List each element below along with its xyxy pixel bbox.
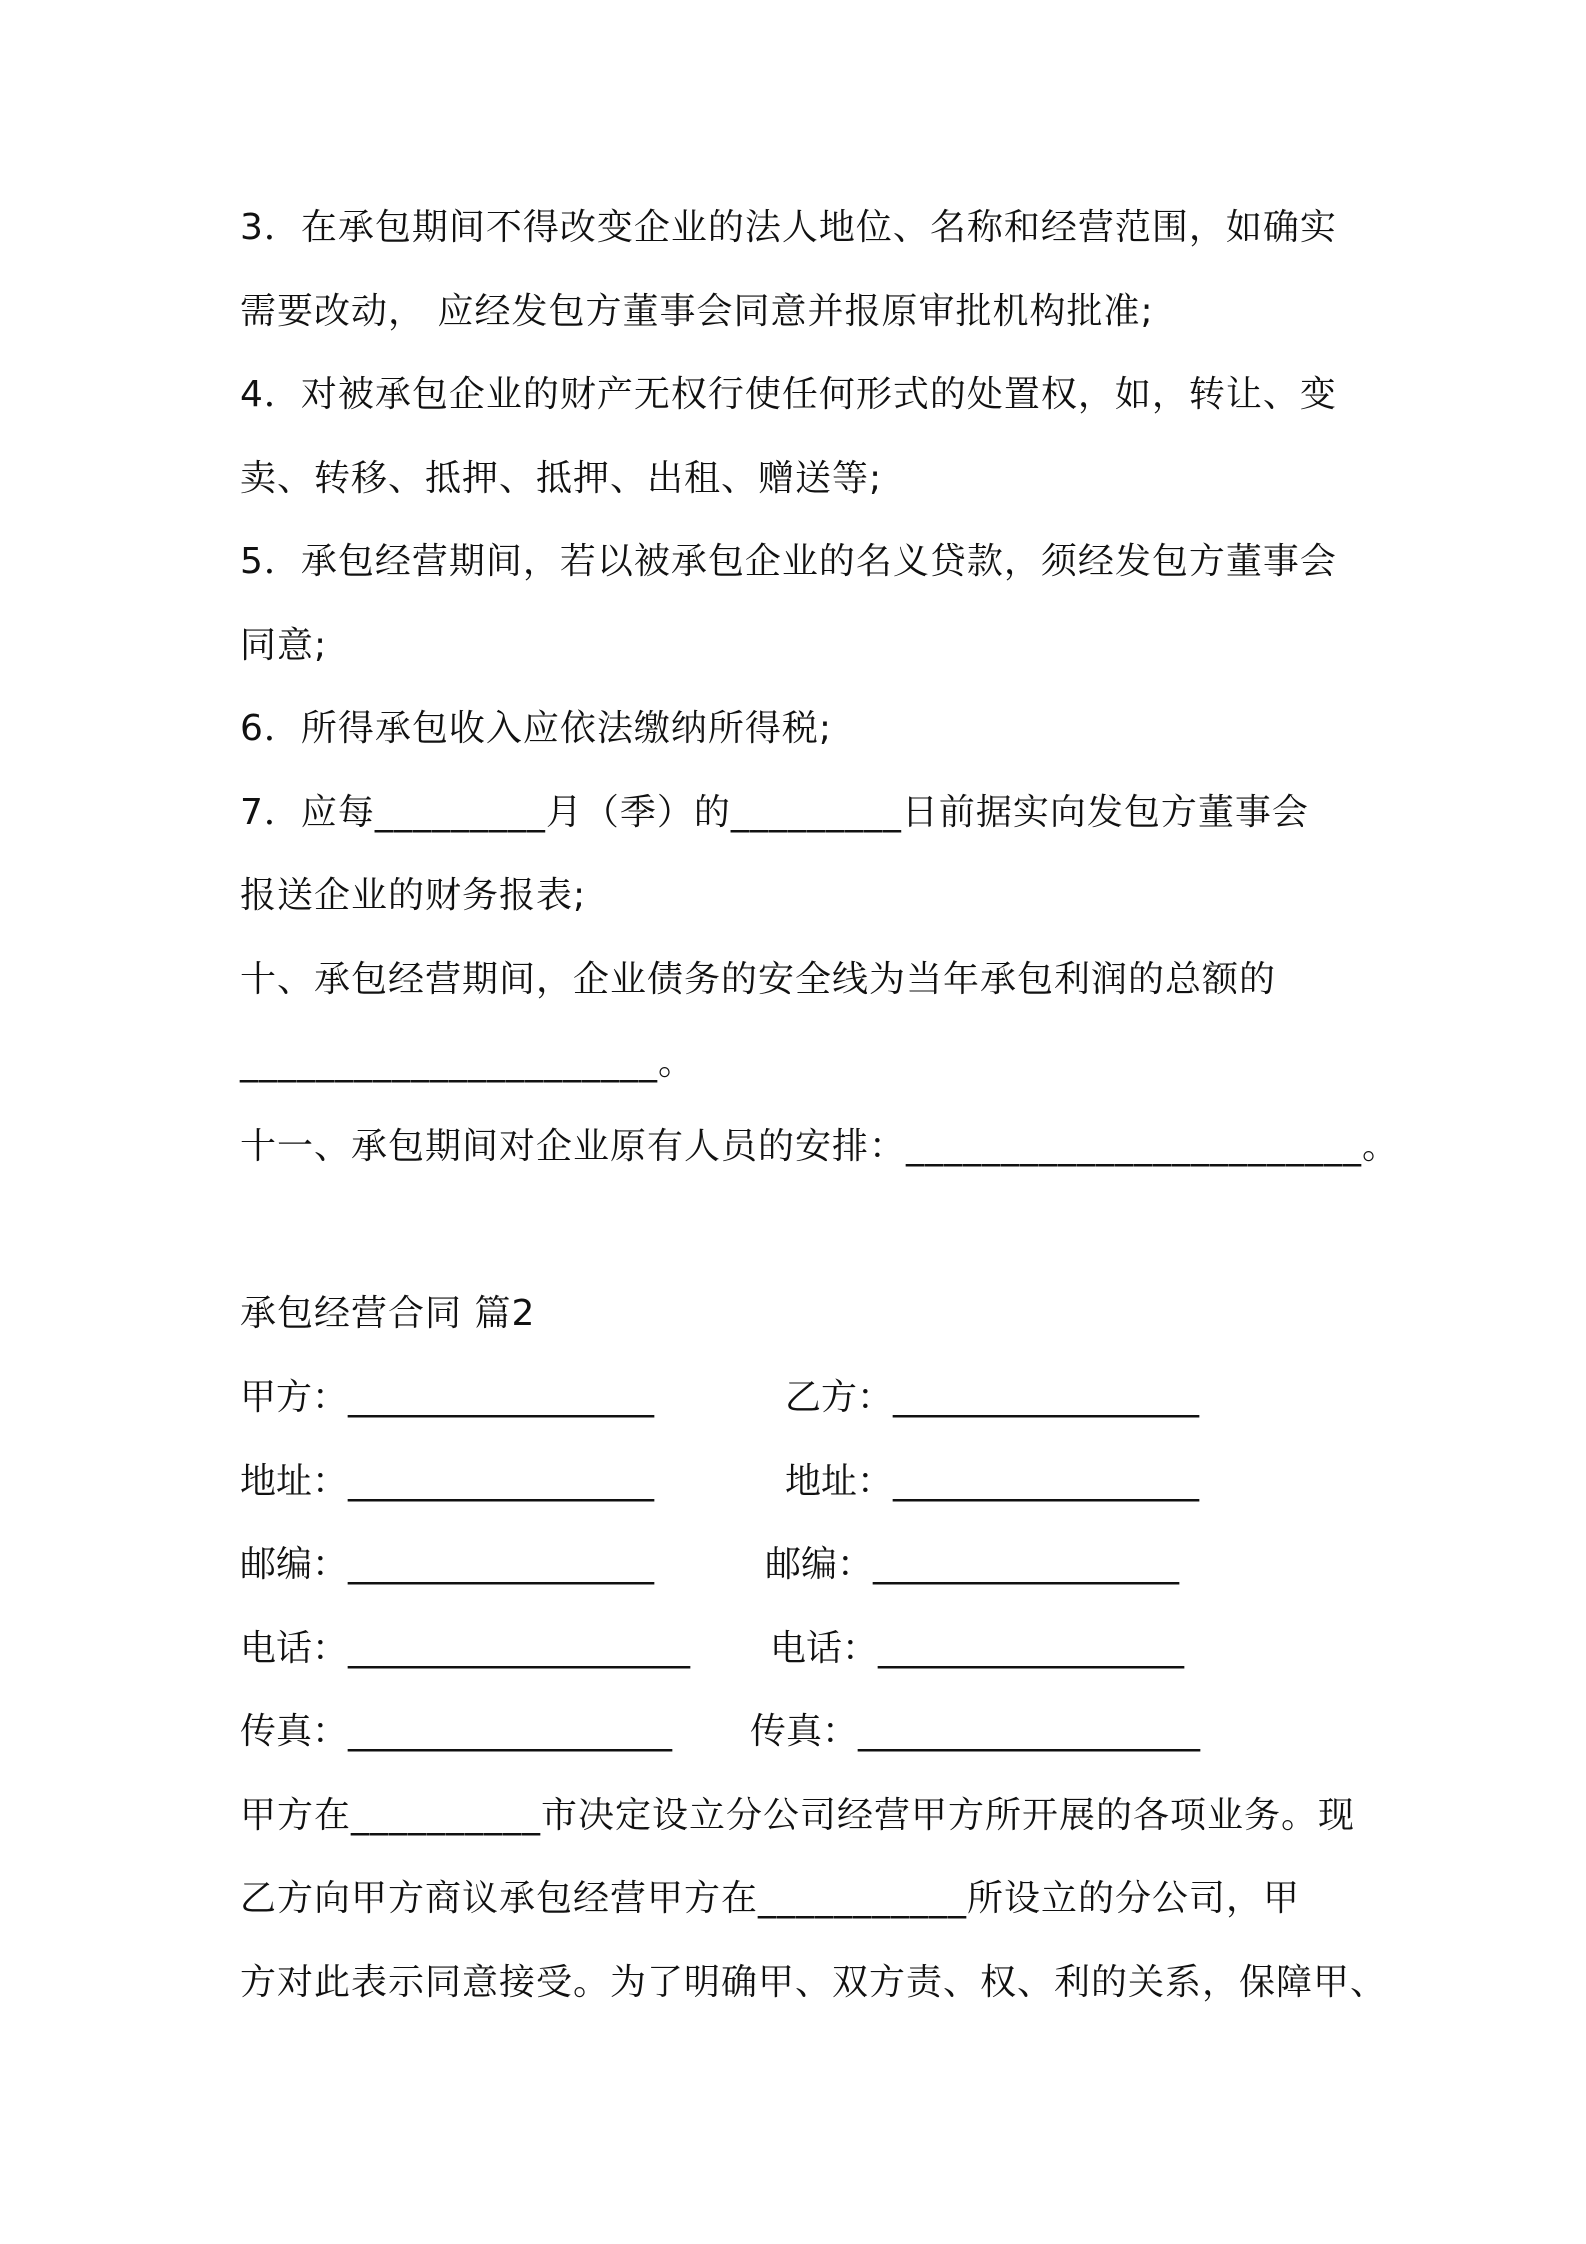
paragraph-line-3: 方对此表示同意接受。为了明确甲、双方责、权、利的关系，保障甲、 <box>240 1962 1388 2003</box>
clause-4-line-1: 4．对被承包企业的财产无权行使任何形式的处置权，如，转让、变 <box>240 374 1337 415</box>
clause-7-line-2: 报送企业的财务报表; <box>240 875 587 916</box>
contact-row-party <box>240 1374 1360 1422</box>
clause-3-line-2: 需要改动， 应经发包方董事会同意并报原审批机构批准; <box>240 291 1154 332</box>
contact-row-address <box>240 1458 1360 1506</box>
party-a-field: 甲方：_________________ <box>240 1377 655 1418</box>
clause-7-line-1: 7．应每_________月（季）的_________日前据实向发包方董事会 <box>240 792 1309 833</box>
party-b-postcode-field: 邮编：_________________ <box>765 1544 1180 1585</box>
clause-3-line-1: 3．在承包期间不得改变企业的法人地位、名称和经营范围，如确实 <box>240 207 1337 248</box>
clause-5-line-1: 5．承包经营期间，若以被承包企业的名义贷款，须经发包方董事会 <box>240 541 1337 582</box>
article-10-line-1: 十、承包经营期间，企业债务的安全线为当年承包利润的总额的 <box>240 959 1277 1000</box>
contact-row-phone <box>240 1625 1360 1673</box>
clause-4-line-2: 卖、转移、抵押、抵押、出租、赠送等; <box>240 458 883 499</box>
party-a-address-field: 地址：_________________ <box>240 1461 655 1502</box>
paragraph-line-1: 甲方在__________市决定设立分公司经营甲方所开展的各项业务。现 <box>240 1795 1356 1836</box>
party-b-field: 乙方：_________________ <box>785 1377 1200 1418</box>
party-b-address-field: 地址：_________________ <box>785 1461 1200 1502</box>
clause-6-line: 6．所得承包收入应依法缴纳所得税; <box>240 708 833 749</box>
article-11-line: 十一、承包期间对企业原有人员的安排：________________________。 <box>240 1126 1400 1167</box>
party-a-postcode-field: 邮编：_________________ <box>240 1544 655 1585</box>
paragraph-line-2: 乙方向甲方商议承包经营甲方在___________所设立的分公司，甲 <box>240 1878 1301 1919</box>
section-title: 承包经营合同 篇2 <box>240 1293 536 1334</box>
party-b-fax-field: 传真：___________________ <box>750 1711 1201 1752</box>
contact-row-fax <box>240 1708 1360 1756</box>
contact-row-postcode <box>240 1541 1360 1589</box>
party-b-phone-field: 电话：_________________ <box>770 1628 1185 1669</box>
party-a-fax-field: 传真：__________________ <box>240 1711 673 1752</box>
clause-5-line-2: 同意; <box>240 625 328 666</box>
party-a-phone-field: 电话：___________________ <box>240 1628 691 1669</box>
article-10-line-2: ______________________。 <box>240 1042 695 1083</box>
